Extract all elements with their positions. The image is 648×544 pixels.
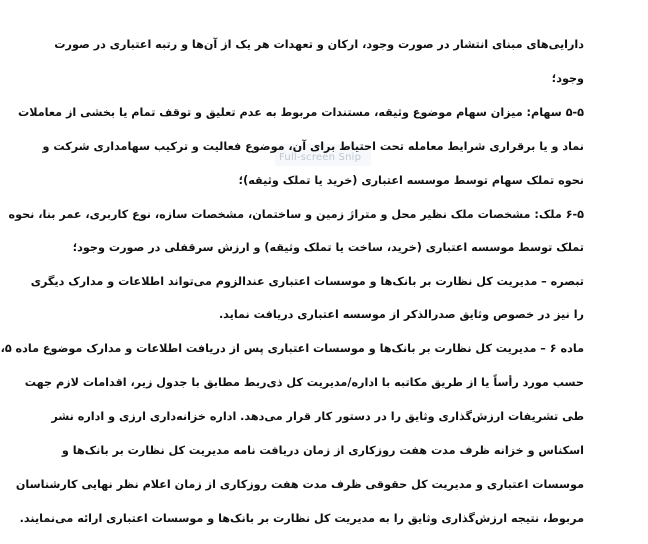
paragraph-line-15: مربوط، نتیجه ارزش‌گذاری وثایق را به مدیریت کل نظارت بر بانک‌ها و موسسات اعتباری ارائه می‌نمایند. (19, 512, 584, 525)
paragraph-line-9: را نیز در خصوص وثایق صدرالذکر از موسسه اعتباری دریافت نماید. (218, 308, 584, 321)
paragraph-line-14: موسسات اعتباری و مدیریت کل حقوقی ظرف مدت هفت روزکاری از زمان اعلام نظر نهایی کارشناسان (15, 478, 584, 491)
snip-label: Full-screen Snip (279, 152, 362, 163)
paragraph-line-8: تبصره – مدیریت کل نظارت بر بانک‌ها و موسسات اعتباری عندالزوم می‌تواند اطلاعات و مدارک دیگری (30, 275, 584, 288)
paragraph-line-1: دارایی‌های مبنای انتشار در صورت وجود، ارکان و تعهدات هر یک از آن‌ها و رتبه اعتباری در صورت (54, 38, 584, 51)
paragraph-line-13: اسکناس و خزانه ظرف مدت هفت روزکاری از زمان دریافت نامه مدیریت کل نظارت بر بانک‌ها و (61, 444, 584, 457)
paragraph-line-3: ۵-۵ سهام: میزان سهام موضوع وثیقه، مستندات مربوط به عدم تعلیق و توقف تمام یا بخشی از معاملات (17, 106, 584, 119)
paragraph-line-5: نحوه تملک سهام توسط موسسه اعتباری (خرید یا تملک وثیقه)؛ (238, 174, 584, 187)
paragraph-line-10: ماده ۶ – مدیریت کل نظارت بر بانک‌ها و موسسات اعتباری پس از دریافت اطلاعات و مدارک موضوع ماده ۵، (0, 342, 584, 355)
paragraph-line-4: نماد و یا برقراری شرایط معامله تحت احتیاط برای آن، موضوع فعالیت و ترکیب سهامداری شرکت و (42, 140, 584, 153)
paragraph-line-6: ۶-۵ ملک: مشخصات ملک نظیر محل و متراژ زمین و ساختمان، مشخصات سازه، نوع کاربری، عمر بنا، نحوه (8, 208, 584, 221)
paragraph-line-7: تملک توسط موسسه اعتباری (خرید، ساخت یا تملک وثیقه) و ارزش سرقفلی در صورت وجود؛ (72, 241, 584, 254)
paragraph-line-12: طی تشریفات ارزش‌گذاری وثایق را در دستور کار قرار می‌دهد. اداره خزانه‌داری ارزی و اداره نشر (51, 410, 584, 423)
paragraph-line-11: حسب مورد رأساً یا از طریق مکاتبه با اداره/مدیریت کل ذی‌ربط مطابق با جدول زیر، اقدامات لازم جهت (24, 376, 584, 389)
paragraph-line-2: وجود؛ (551, 72, 584, 85)
